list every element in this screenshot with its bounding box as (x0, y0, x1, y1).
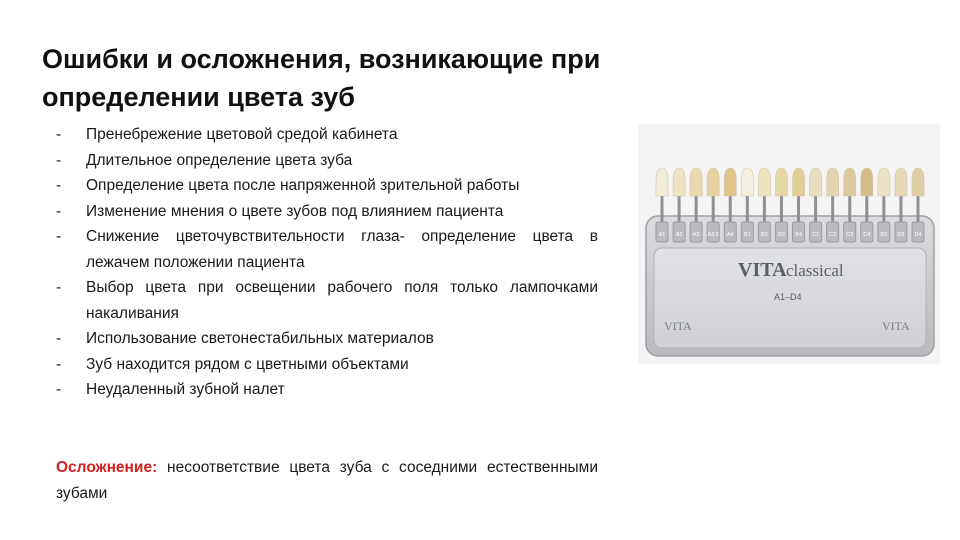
range-label: A1–D4 (774, 292, 802, 302)
list-item: - Неудаленный зубной налет (56, 377, 598, 403)
complication-label: Осложнение: (56, 459, 158, 476)
list-item: - Выбор цвета при освещении рабочего поля только лампочками накаливания (56, 275, 598, 326)
corner-mark-left: VITA (664, 319, 692, 333)
shade-tab-code: B1 (743, 232, 751, 238)
shade-tab-code: A3.5 (707, 232, 719, 238)
shade-tab-code: D2 (880, 232, 888, 238)
shade-tab-code: A2 (675, 232, 683, 238)
complication-text: несоответствие цвета зуба с соседними естественными зубами (56, 459, 598, 502)
shade-tab-code: A1 (658, 232, 666, 238)
vita-shade-guide-image (638, 124, 940, 364)
shade-tab-code: B3 (778, 232, 785, 238)
shade-tab-code: B2 (761, 232, 768, 238)
shade-tab-code: C2 (829, 232, 837, 238)
brand-label: VITA (738, 259, 787, 281)
shade-tab-code: A3 (692, 232, 700, 238)
list-item: - Определение цвета после напряженной зрительной работы (56, 173, 598, 199)
complication-note (56, 455, 598, 506)
shade-tab-code: C1 (812, 232, 820, 238)
shade-tab-code: A4 (726, 232, 734, 238)
list-item: - Снижение цветочувствительности глаза- определение цвета в лежачем положении пациента (56, 224, 598, 275)
list-item: - Использование светонестабильных материалов (56, 326, 598, 352)
list-item: - Длительное определение цвета зуба (56, 148, 598, 174)
slide-title: Ошибки и осложнения, возникающие при определении цвета зуб (42, 44, 601, 112)
corner-mark-right: VITA (882, 319, 910, 333)
shade-tab-code: C4 (863, 232, 871, 238)
shade-tab-code: D3 (897, 232, 905, 238)
shade-tab-code: B4 (795, 232, 802, 238)
error-list (56, 122, 598, 403)
list-item: - Изменение мнения о цвете зубов под влиянием пациента (56, 199, 598, 225)
list-item: - Пренебрежение цветовой средой кабинета (56, 122, 598, 148)
shade-tab-code: C3 (846, 232, 854, 238)
brand-sub-label: classical (786, 261, 844, 280)
list-item: - Зуб находится рядом с цветными объектами (56, 352, 598, 378)
shade-tab-code: D4 (914, 232, 922, 238)
